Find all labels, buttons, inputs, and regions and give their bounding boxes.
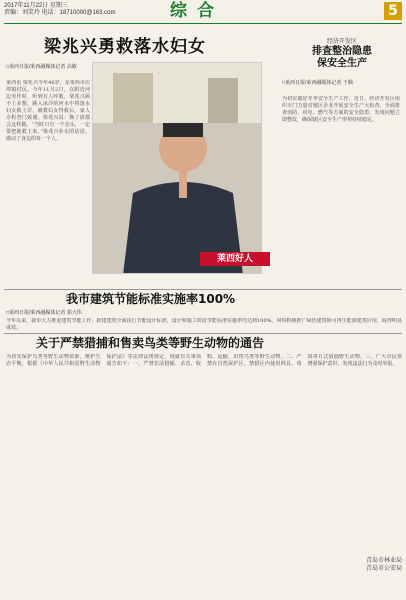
- story1-text: 莱西讯 梁兆兴今年46岁，是莱西市店埠镇村民。今年11月2日，在附近河边劳作时，听到有人呼救，梁兆兴顾不上多想，跳入冰冷的河水中将落水妇女救上岸。被救妇女得救后，家人专程登门致谢。梁兆兴说：换了谁都会这样做。“当时只有一个念头，一定要把她救上来。”梁兆兴朴实的话语，感动了身边的每一个人。: [6, 80, 90, 142]
- right-story-title-1: 排查整治隐患: [312, 46, 372, 57]
- story2-text: 今年以来，我市大力推进建筑节能工作，新建建筑全面执行节能设计标准，设计和施工阶段节能标准实施率均达到100%。同时积极推广绿色建筑和可再生能源建筑应用，取得明显成效。: [6, 318, 402, 331]
- portrait-image: [93, 63, 262, 274]
- divider-2: [4, 333, 402, 334]
- divider-1: [4, 289, 402, 290]
- right-story-text: 为切实做好冬季安全生产工作，近日，经济开发区组织专门力量对辖区企业开展安全生产大检查，全面排查消防、用电、燃气等方面的安全隐患，发现问题立即整改，确保辖区安全生产形势持续稳定。: [282, 96, 400, 123]
- story1-byline: □莱西日报/莱西融媒体记者 高敏: [6, 64, 77, 70]
- issuer-2: 青岛市公安局: [365, 566, 402, 572]
- story1-text-cont: [184, 276, 274, 290]
- photo-banner: 莱西好人: [200, 252, 270, 266]
- right-story-title-2: 保安全生产: [317, 58, 367, 69]
- story3-headline: 关于严禁猎捕和售卖鸟类等野生动物的通告: [36, 336, 265, 350]
- right-story-byline: □莱西日报/莱西融媒体记者 王顺: [282, 80, 353, 86]
- right-story-kicker: 经济开发区: [326, 39, 357, 45]
- page-number: 5: [384, 2, 402, 20]
- notice-signoff: [336, 557, 402, 573]
- issuer-1: 青岛市林业局: [365, 558, 402, 564]
- section-title: 综合: [170, 1, 224, 21]
- editor-line: 责编：刘笑玲 电话：: [4, 10, 60, 16]
- header-rule: [4, 23, 402, 24]
- contact: 18710000@163.com: [59, 10, 116, 16]
- story1-headline: 梁兆兴勇救落水妇女: [44, 37, 206, 57]
- story1-photo: [92, 62, 262, 274]
- story3-text: 为切实保护鸟类等野生动物资源，维护生态平衡，根据《中华人民共和国野生动物保护法》等法律法规规定，现就有关事项通告如下：一、严禁非法猎捕、杀害、收购、运输、出售鸟类等野生动物。二、严禁在自然保护区、禁猎区内使用网具、毒饵等方式猎捕野生动物。三、广大市民要增强保护意识，发现违法行为及时举报。: [6, 354, 402, 367]
- issue-date: 2017年11月22日 星期三: [4, 3, 68, 9]
- masthead-meta: [4, 3, 144, 17]
- right-story-header: [282, 38, 402, 70]
- story2-byline: □莱西日报/莱西融媒体记者 郭大伟: [6, 310, 82, 316]
- story2-headline: 我市建筑节能标准实施率100%: [66, 292, 236, 306]
